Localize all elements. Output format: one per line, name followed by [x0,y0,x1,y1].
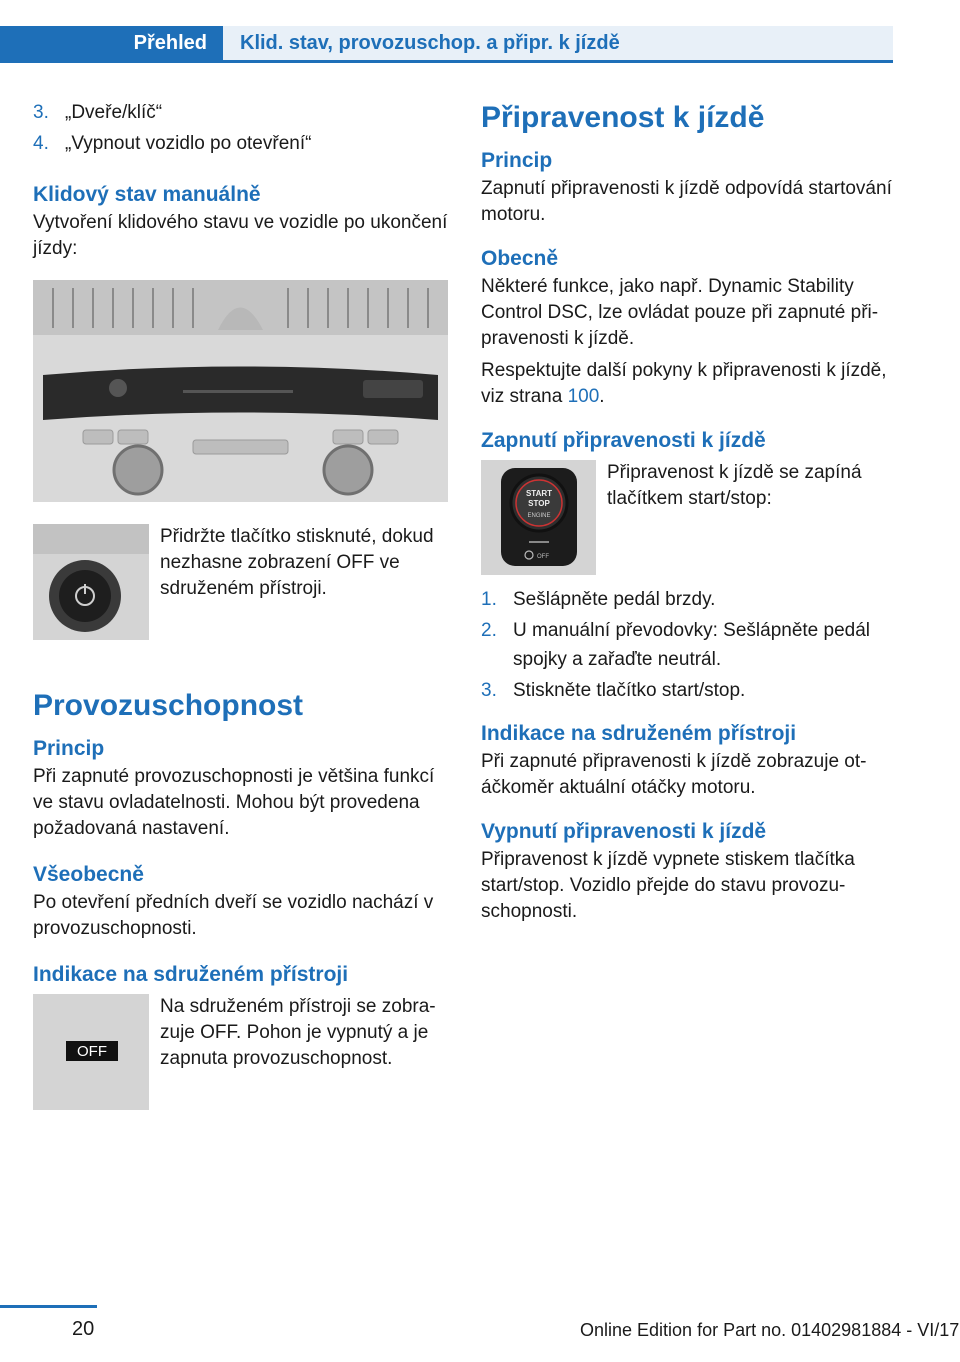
list-item [33,98,448,127]
vypnuti-text: Připravenost k jízdě vypnete stiskem tlačítka start/stop. Vozidlo přejde do stavu provozuschopnosti. [481,849,855,922]
zapnuti-heading: Zapnutí připravenosti k jízdě [481,429,766,452]
respect-text [481,358,896,410]
start-stop-figure [481,460,896,575]
indikace-text-right: Při zapnuté připravenosti k jízdě zobrazuje otáčkoměr aktuální otáčky motoru. [481,751,867,798]
respect-text-body: Respektujte další pokyny k připravenosti k jízdě, viz strana [481,360,887,407]
power-button-figure [33,524,448,640]
off-label: OFF [77,1043,107,1060]
off-indicator-figure [33,994,448,1110]
start-label: START [525,489,553,498]
center-console-image [33,280,448,502]
list-item [481,585,896,614]
hold-text: Přidržte tlačítko stisknuté, dokud nezhasne zobrazení OFF ve sdruženém přístroji. [160,526,434,599]
header-divider [0,60,893,63]
off-indicator-image [33,994,149,1110]
list-text: „Vypnout vozidlo po otevření“ [65,133,312,154]
pripravenost-title: Připravenost k jízdě [481,101,765,134]
page-link-100[interactable]: 100 [567,386,600,407]
vseobecne-text: Po otevření předních dveří se vozidlo nachází v provozuschopnosti. [33,892,434,939]
obecne-heading: Obecně [481,247,559,270]
indikace-text: Na sdruženém přístroji se zobrazuje OFF. Pohon je vypnutý a je zapnuta provozuschopnost. [160,996,436,1069]
continued-list [33,98,448,158]
tab-section-title[interactable]: Klid. stav, provozuschop. a připr. k jízdě [240,31,620,54]
page-number: 20 [72,1318,95,1340]
steps-list [481,585,896,705]
tab-prehled[interactable]: Přehled [0,26,223,60]
engine-label: ENGINE [527,513,551,519]
list-item [33,129,448,158]
list-text: Stiskněte tlačítko start/stop. [513,680,746,701]
list-item [481,616,896,674]
provozuschopnost-title: Provozuschopnost [33,689,304,722]
princip-text: Při zapnuté provozuschopnosti je většina funkcí ve stavu ovladatelnosti. Mohou být provedena požadovaná nastavení. [33,766,435,839]
indikace-heading: Indikace na sdruženém přístroji [33,963,349,986]
start-stop-button-image [481,460,596,575]
list-number: 4. [33,133,49,154]
respect-text-end: . [599,386,605,407]
power-knob-image [33,524,149,640]
right-column [481,98,896,925]
list-item [481,676,896,705]
princip-heading-right: Princip [481,149,553,172]
stop-label: STOP [528,499,550,508]
left-column [33,98,448,1110]
list-text: „Dveře/klíč“ [65,102,163,123]
list-text: U manuální převodovky: Sešlápněte pedál spojky a zařaďte neutrál. [513,620,871,670]
footer-divider [0,1305,97,1308]
list-number: 3. [33,102,49,123]
list-number: 2. [481,620,497,641]
princip-text-right: Zapnutí připravenosti k jízdě odpovídá startování motoru. [481,178,892,225]
manual-text: Vytvoření klidového stavu ve vozidle po ukončení jízdy: [33,212,448,259]
vseobecne-heading: Všeobecně [33,863,144,886]
off-small-label: OFF [537,554,549,560]
list-text: Sešlápněte pedál brzdy. [513,589,716,610]
list-number: 1. [481,589,497,610]
zapnuti-text: Připravenost k jízdě se zapíná tlačítkem start/stop: [607,462,862,509]
edition-text: Online Edition for Part no. 01402981884 - VI/17 [580,1320,960,1340]
manual-heading: Klidový stav manuálně [33,183,261,206]
indikace-heading-right: Indikace na sdruženém přístroji [481,722,797,745]
list-number: 3. [481,680,497,701]
obecne-text: Některé funkce, jako např. Dynamic Stability Control DSC, lze ovládat pouze při zapnuté připravenosti k jízdě. [481,276,879,349]
princip-heading: Princip [33,737,105,760]
vypnuti-heading: Vypnutí připravenosti k jízdě [481,820,767,843]
